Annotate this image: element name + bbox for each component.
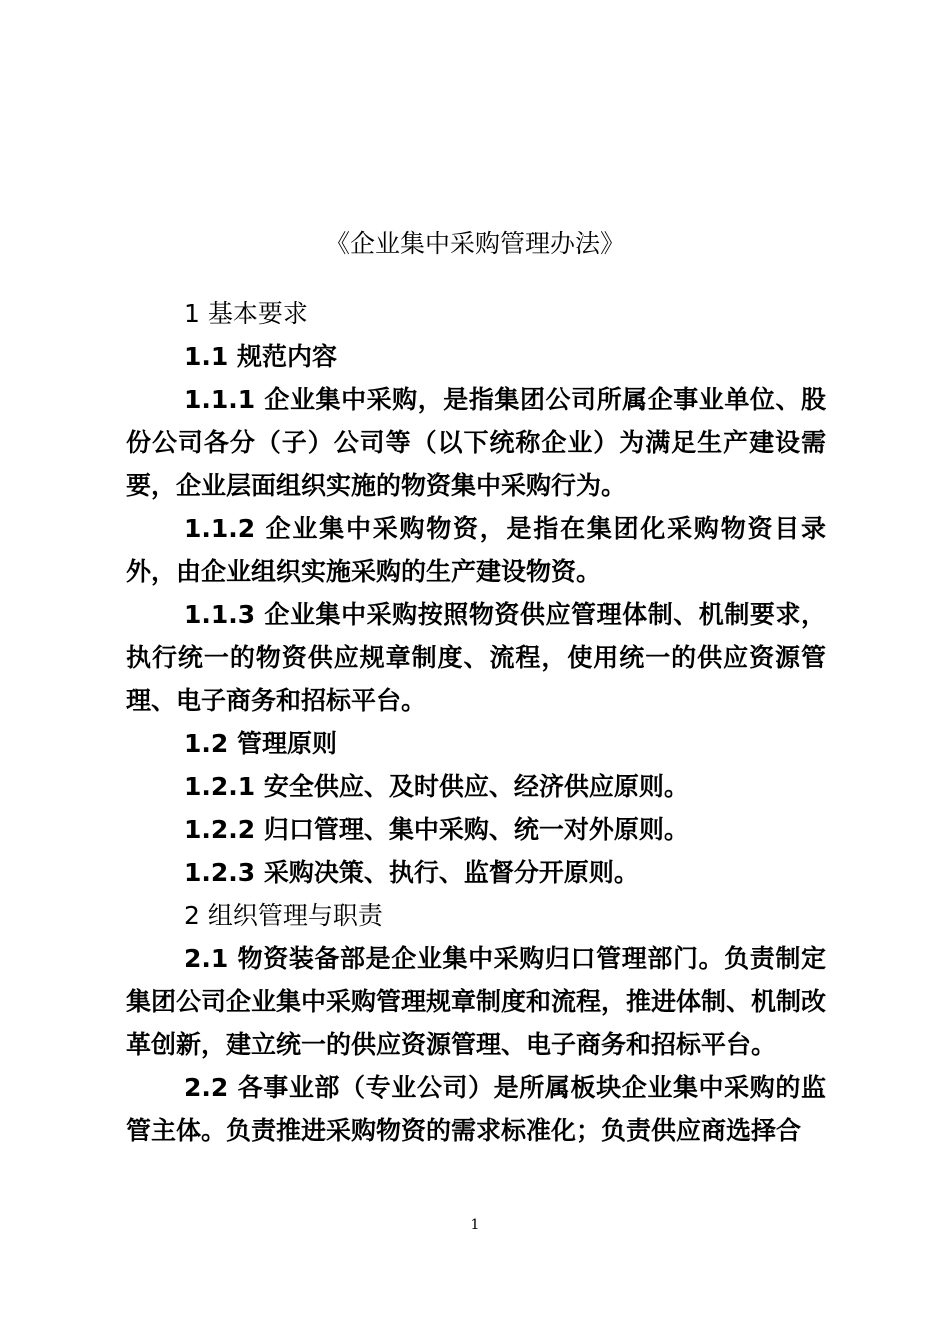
- subsection-heading-1-1: 1.1 规范内容: [184, 342, 337, 371]
- clause-1-2-3: 1.2.3 采购决策、执行、监督分开原则。: [184, 858, 639, 887]
- page-number: 1: [470, 1217, 480, 1233]
- clause-2-2: 2.2 各事业部（专业公司）是所属板块企业集中采购的监管主体。负责推进采购物资的需求标准化；负责供应商选择合: [126, 1073, 826, 1145]
- document-body: [126, 292, 826, 1152]
- clause-1-2-1: 1.2.1 安全供应、及时供应、经济供应原则。: [184, 772, 689, 801]
- clause-2-1: 2.1 物资装备部是企业集中采购归口管理部门。负责制定集团公司企业集中采购管理规章制度和流程，推进体制、机制改革创新，建立统一的供应资源管理、电子商务和招标平台。: [126, 944, 827, 1059]
- clause-1-1-3: 1.1.3 企业集中采购按照物资供应管理体制、机制要求，执行统一的物资供应规章制度、流程，使用统一的供应资源管理、电子商务和招标平台。: [126, 600, 826, 715]
- section-heading-1: 1 基本要求: [184, 299, 308, 328]
- document-title: 《企业集中采购管理办法》: [324, 229, 625, 258]
- section-heading-2: 2 组织管理与职责: [184, 901, 383, 930]
- clause-1-1-1: 1.1.1 企业集中采购，是指集团公司所属企事业单位、股份公司各分（子）公司等（以下统称企业）为满足生产建设需要，企业层面组织实施的物资集中采购行为。: [126, 385, 826, 500]
- clause-1-2-2: 1.2.2 归口管理、集中采购、统一对外原则。: [184, 815, 689, 844]
- clause-1-1-2: 1.1.2 企业集中采购物资，是指在集团化采购物资目录外，由企业组织实施采购的生产建设物资。: [126, 514, 826, 586]
- subsection-heading-1-2: 1.2 管理原则: [184, 729, 337, 758]
